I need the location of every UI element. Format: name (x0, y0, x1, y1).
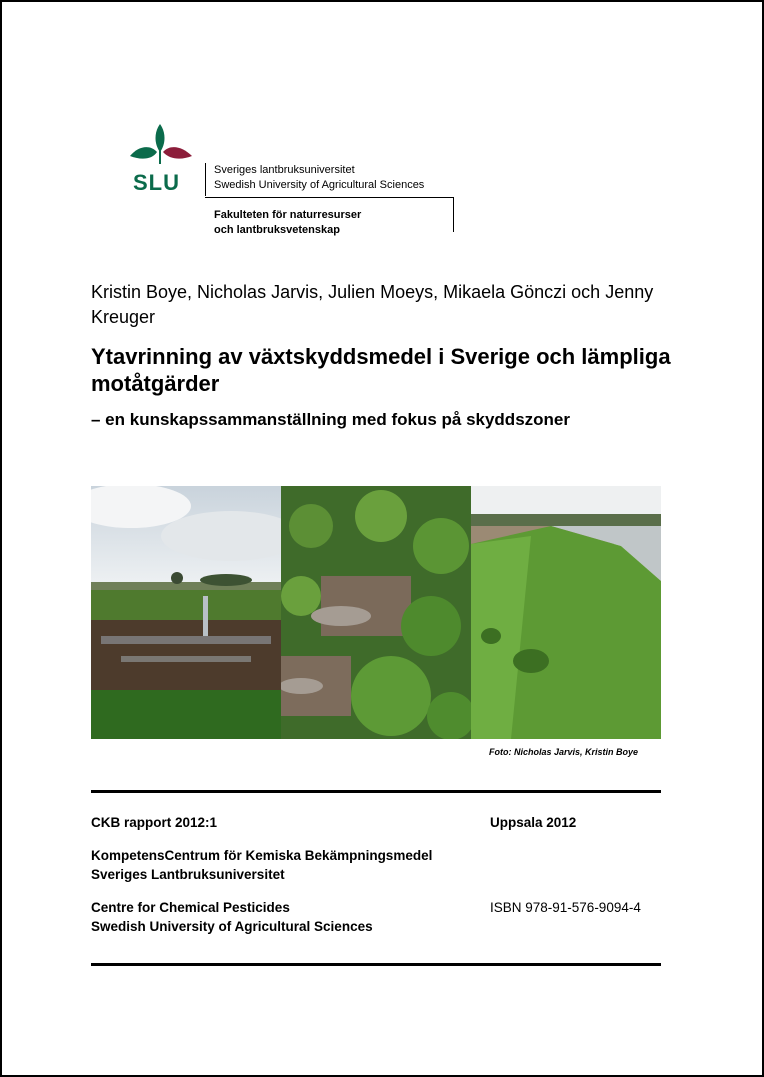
divider (453, 197, 454, 232)
photo-flooded-field (91, 486, 281, 739)
cover-photos (91, 486, 661, 739)
organization-sv (91, 846, 432, 884)
faculty-line-2: och lantbruksvetenskap (214, 224, 340, 236)
photo-beet-field (281, 486, 471, 739)
logo-text: SLU (133, 170, 180, 195)
photo-grass-buffer (471, 486, 661, 739)
authors: Kristin Boye, Nicholas Jarvis, Julien Moeys, Mikaela Gönczi och Jenny Kreuger (91, 282, 654, 327)
organization-sv-line-1: KompetensCentrum för Kemiska Bekämpningsmedel (91, 848, 433, 863)
organization-sv-line-2: Sveriges Lantbruksuniversitet (91, 867, 285, 882)
report-place-year: Uppsala 2012 (490, 815, 577, 830)
isbn: ISBN 978-91-576-9094-4 (490, 900, 641, 915)
divider (205, 197, 454, 198)
divider (91, 963, 661, 966)
faculty-line-1: Fakulteten för naturresurser (214, 209, 362, 221)
document-subtitle: – en kunskapssammanställning med fokus på skyddszoner (91, 410, 570, 429)
organization-en (91, 898, 373, 936)
document-title: Ytavrinning av växtskyddsmedel i Sverige och lämpliga motåtgärder (91, 344, 671, 396)
organization-en-line-2: Swedish University of Agricultural Sciences (91, 919, 373, 934)
university-name-en: Swedish University of Agricultural Sciences (214, 179, 425, 191)
organization-en-line-1: Centre for Chemical Pesticides (91, 900, 290, 915)
divider (91, 790, 661, 793)
university-name-sv: Sveriges lantbruksuniversitet (214, 164, 355, 176)
university-name (205, 163, 424, 196)
photo-credit: Foto: Nicholas Jarvis, Kristin Boye (489, 747, 639, 757)
faculty-name (214, 208, 361, 238)
report-series: CKB rapport 2012:1 (91, 815, 218, 830)
